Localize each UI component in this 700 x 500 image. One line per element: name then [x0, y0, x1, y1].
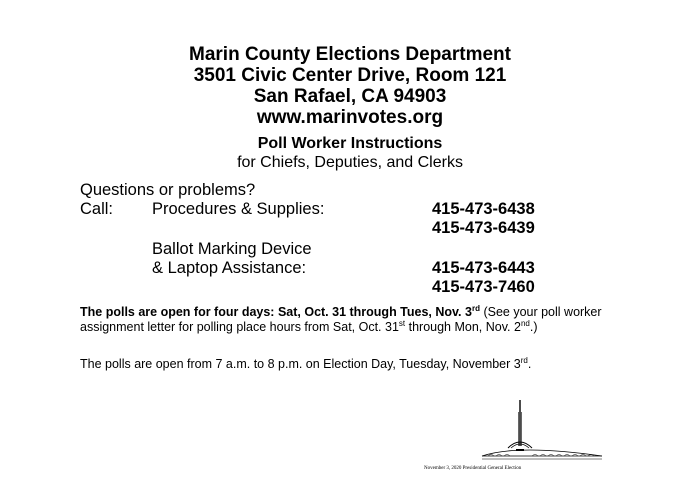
city-state-zip: San Rafael, CA 94903 [253, 86, 447, 107]
notice1-sup-rd: rd [471, 303, 480, 313]
department-name: Marin County Elections Department [189, 44, 511, 65]
contact-section [80, 181, 640, 297]
notice1-sup-nd: nd [520, 318, 530, 328]
election-caption: November 3, 2020 Presidential General Election [424, 466, 522, 471]
website-url: www.marinvotes.org [256, 107, 444, 128]
device-phone-1: 415-473-6443 [432, 259, 535, 277]
department-header [0, 44, 700, 128]
procedures-phone-2: 415-473-6439 [432, 219, 535, 237]
notice2-end: . [527, 357, 532, 371]
document-subtitle [0, 134, 700, 172]
questions-intro: Questions or problems? [80, 181, 256, 199]
device-label-1: Ballot Marking Device [152, 240, 312, 258]
civic-center-building-icon [478, 398, 608, 468]
device-phone-2: 415-473-7460 [432, 278, 535, 296]
street-address: 3501 Civic Center Drive, Room 121 [193, 65, 507, 86]
notice1-text-d: .) [529, 320, 538, 334]
notice2-sup-rd: rd [520, 355, 528, 365]
polls-four-days-notice [80, 305, 640, 335]
procedures-label: Procedures & Supplies: [152, 200, 325, 218]
device-label-2: & Laptop Assistance: [152, 259, 307, 277]
notice1-bold: The polls are open for four days: Sat, Oct. 31 through Tues, Nov. 3 [80, 305, 472, 319]
procedures-phone-1: 415-473-6438 [432, 200, 535, 218]
audience-line: for Chiefs, Deputies, and Clerks [237, 154, 463, 171]
notice2-bold: The polls are open from 7 a.m. to 8 p.m. on Election Day, Tuesday, November 3 [80, 357, 521, 371]
notice1-text-c: through Mon, Nov. 2 [405, 320, 521, 334]
document-title: Poll Worker Instructions [257, 135, 443, 152]
notice1-sup-st: st [398, 318, 406, 328]
election-day-hours-notice [80, 357, 640, 372]
notice1-text-b: (See your poll worker assignment letter for polling place hours from Sat, Oct. 31 [80, 305, 602, 334]
call-label: Call: [80, 200, 114, 218]
